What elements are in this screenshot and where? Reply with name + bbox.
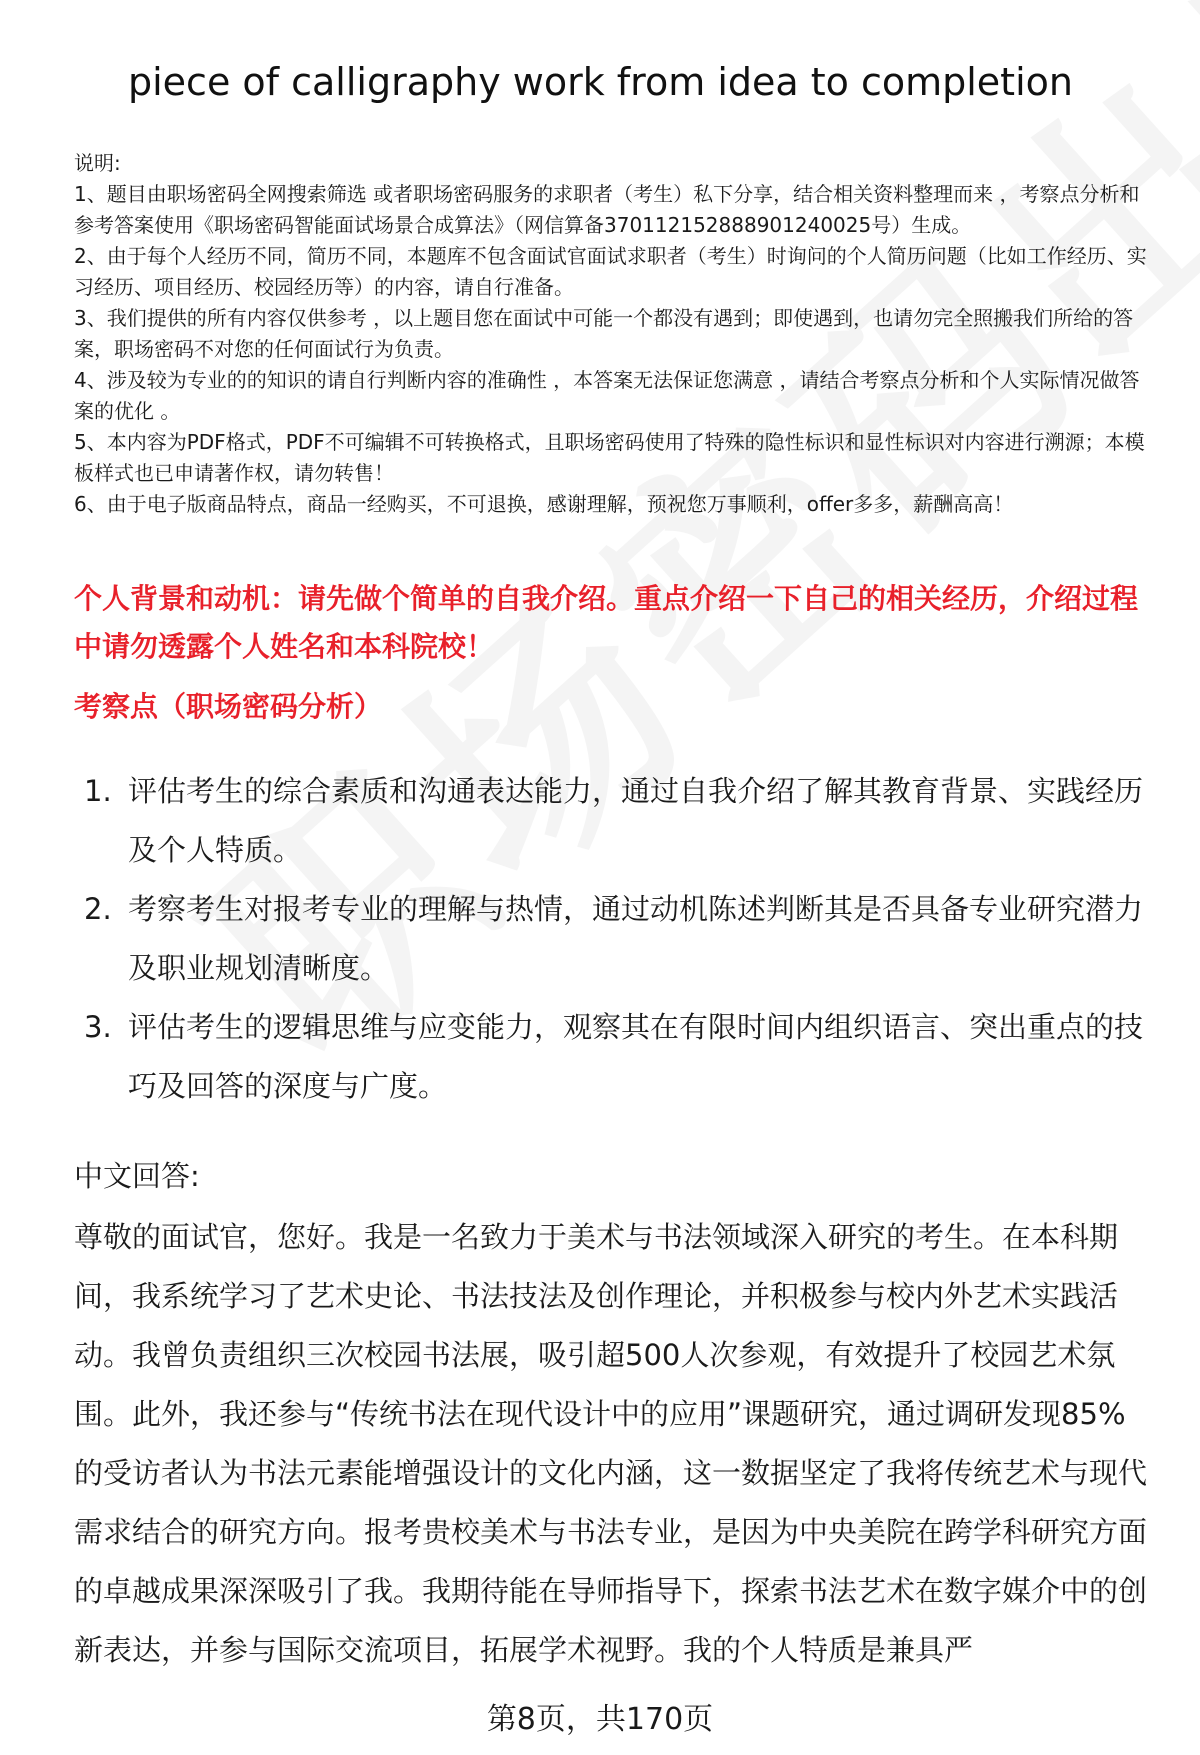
point-text: 考察考生对报考专业的理解与热情，通过动机陈述判断其是否具备专业研究潜力及职业规划清晰度。 — [128, 892, 1144, 985]
page-title: piece of calligraphy work from idea to completion — [128, 60, 1073, 104]
point-number: 3. — [84, 1010, 112, 1044]
disclaimer-notes — [74, 148, 1159, 520]
note-item: 1、题目由职场密码全网搜索筛选 或者职场密码服务的求职者（考生）私下分享，结合相关资料整理而来 ，考察点分析和参考答案使用《职场密码智能面试场景合成算法》（网信算备370112152888901240025号）生成。 — [74, 182, 1140, 237]
answer-text: 尊敬的面试官，您好。我是一名致力于美术与书法领域深入研究的考生。在本科期间，我系统学习了艺术史论、书法技法及创作理论，并积极参与校内外艺术实践活动。我曾负责组织三次校园书法展，吸引超500人次参观，有效提升了校园艺术氛围。此外，我还参与“传统书法在现代设计中的应用”课题研究，通过调研发现85%的受访者认为书法元素能增强设计的文化内涵，这一数据坚定了我将传统艺术与现代需求结合的研究方向。报考贵校美术与书法专业，是因为中央美院在跨学科研究方面的卓越成果深深吸引了我。我期待能在导师指导下，探索书法艺术在数字媒介中的创新表达，并参与国际交流项目，拓展学术视野。我的个人特质是兼具严 — [74, 1220, 1148, 1667]
point-text: 评估考生的综合素质和沟通表达能力，通过自我介绍了解其教育背景、实践经历及个人特质。 — [128, 774, 1144, 867]
note-item: 6、由于电子版商品特点，商品一经购买，不可退换，感谢理解，预祝您万事顺利，offer多多，薪酬高高！ — [74, 492, 1014, 516]
analysis-points — [74, 762, 1159, 1116]
analysis-heading: 考察点（职场密码分析） — [74, 690, 383, 723]
answer-label: 中文回答: — [74, 1159, 200, 1193]
note-item: 3、我们提供的所有内容仅供参考 ，以上题目您在面试中可能一个都没有遇到；即使遇到，也请勿完全照搬我们所给的答案，职场密码不对您的任何面试行为负责。 — [74, 306, 1134, 361]
analysis-point — [74, 998, 1159, 1116]
page-number: 第8页，共170页 — [486, 1702, 714, 1737]
point-number: 1. — [84, 774, 112, 808]
interview-question: 个人背景和动机：请先做个简单的自我介绍。重点介绍一下自己的相关经历，介绍过程中请勿透露个人姓名和本科院校！ — [74, 582, 1139, 663]
note-item: 2、由于每个人经历不同，简历不同，本题库不包含面试官面试求职者（考生）时询问的个人简历问题（比如工作经历、实习经历、项目经历、校园经历等）的内容，请自行准备。 — [74, 244, 1147, 299]
analysis-point — [74, 762, 1159, 880]
note-item: 5、本内容为PDF格式，PDF不可编辑不可转换格式，且职场密码使用了特殊的隐性标识和显性标识对内容进行溯源；本模板样式也已申请著作权，请勿转售！ — [74, 430, 1145, 485]
analysis-point — [74, 880, 1159, 998]
notes-heading: 说明: — [74, 151, 121, 175]
point-text: 评估考生的逻辑思维与应变能力，观察其在有限时间内组织语言、突出重点的技巧及回答的深度与广度。 — [128, 1010, 1144, 1103]
point-number: 2. — [84, 892, 112, 926]
note-item: 4、涉及较为专业的的知识的请自行判断内容的准确性 ，本答案无法保证您满意 ，请结合考察点分析和个人实际情况做答案的优化 。 — [74, 368, 1140, 423]
